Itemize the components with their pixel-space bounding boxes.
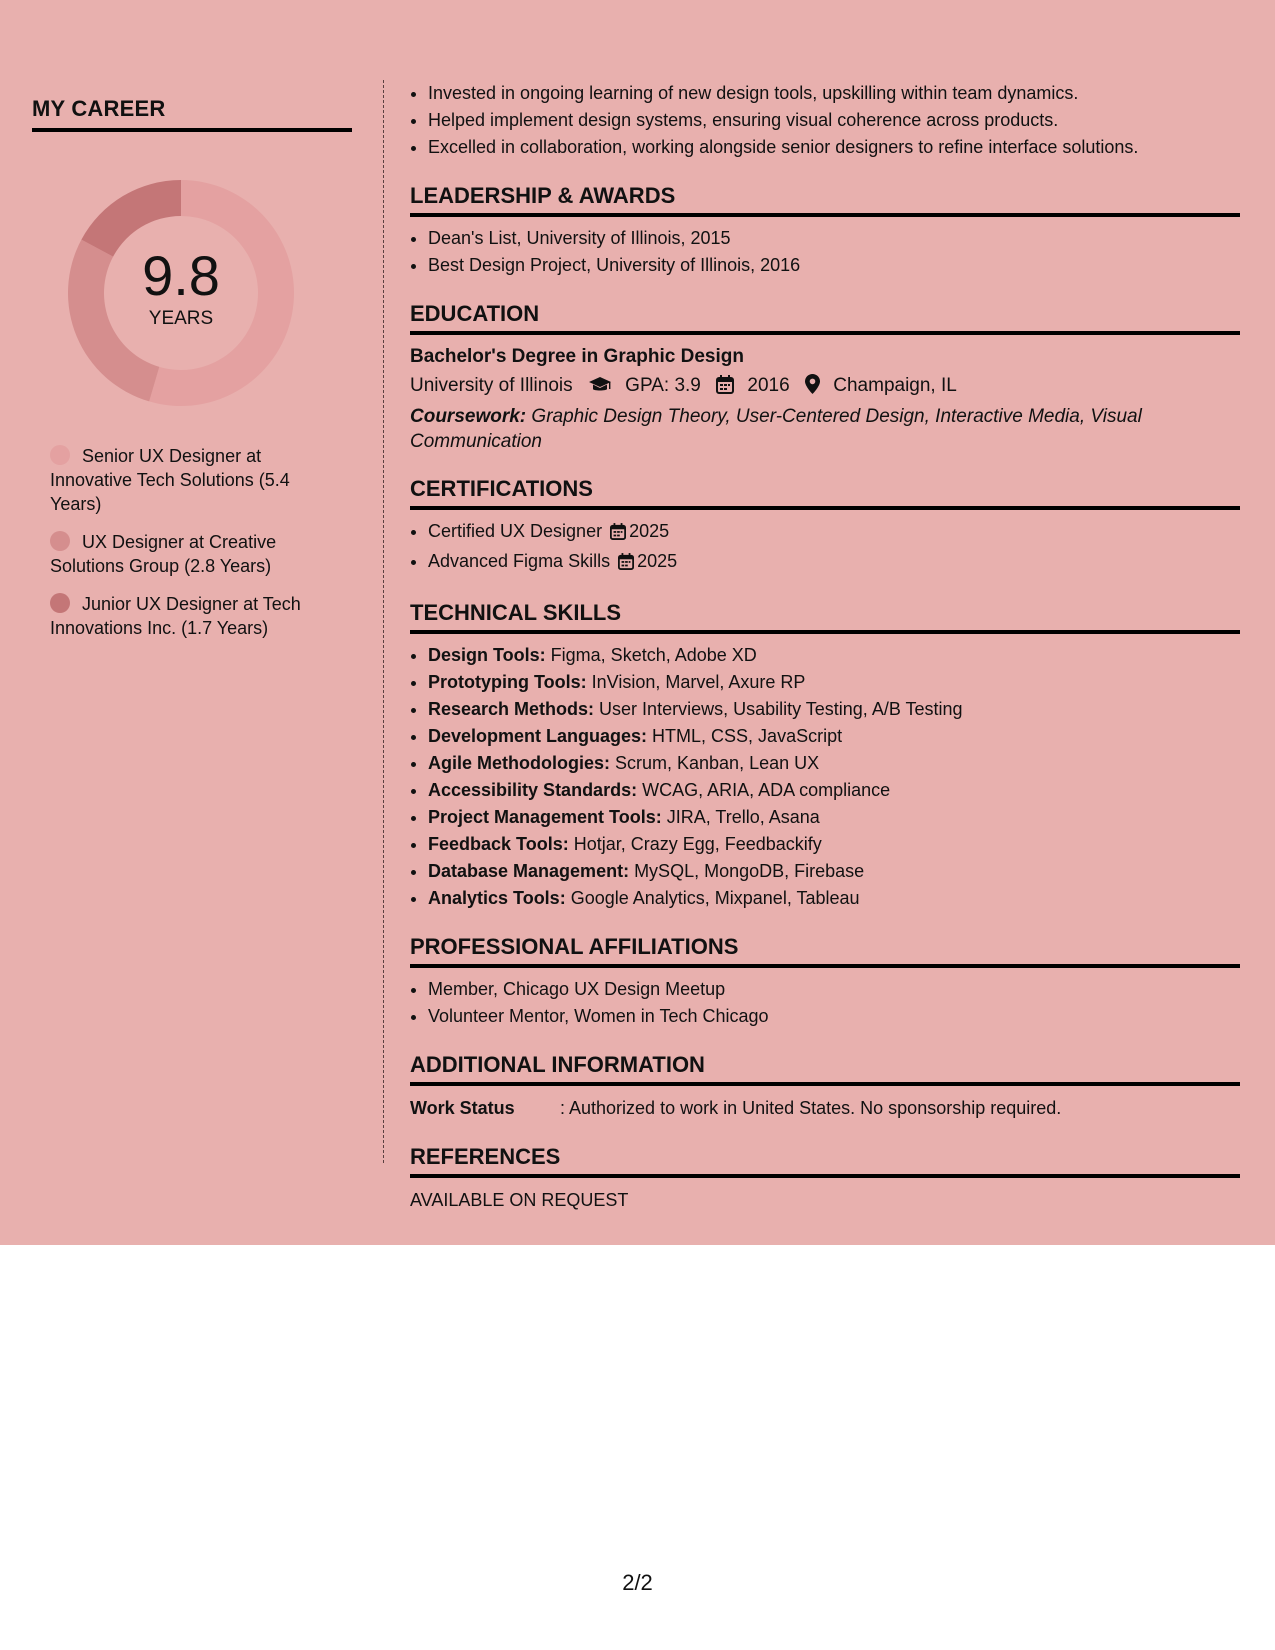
skill-item [428, 831, 1240, 858]
skill-label: Design Tools: [428, 645, 546, 665]
legend-swatch [50, 593, 70, 613]
skill-label: Accessibility Standards: [428, 780, 638, 800]
certification-name: Advanced Figma Skills [428, 551, 611, 571]
skill-label: Agile Methodologies: [428, 753, 610, 773]
skill-value: User Interviews, Usability Testing, A/B Testing [594, 699, 963, 719]
experience-bullet: • Excelled in collaboration, working alongside senior designers to refine interface solutions. [428, 134, 1240, 161]
skill-value: Hotjar, Crazy Egg, Feedbackify [568, 834, 822, 854]
work-status-row [410, 1094, 1240, 1122]
skill-label: Project Management Tools: [428, 807, 662, 827]
career-donut-chart [66, 178, 296, 408]
career-legend [50, 444, 330, 640]
references-title: REFERENCES [410, 1144, 1240, 1178]
coursework-label: Coursework: [410, 406, 527, 427]
coursework [410, 404, 1240, 454]
skill-label: Feedback Tools: [428, 834, 569, 854]
right-column [410, 80, 1240, 1214]
calendar-icon [610, 521, 626, 548]
donut-center [66, 178, 296, 408]
calendar-icon [618, 551, 634, 578]
legend-swatch [50, 531, 70, 551]
coursework-list: Graphic Design Theory, User-Centered Design, Interactive Media, Visual Communication [410, 406, 1142, 452]
page-number: 2/2 [622, 1570, 653, 1595]
column-divider [383, 80, 384, 1163]
calendar-icon [716, 374, 734, 404]
skill-item [428, 669, 1240, 696]
award-item: • Best Design Project, University of Illinois, 2016 [428, 252, 1240, 279]
skill-item [428, 750, 1240, 777]
skill-item [428, 777, 1240, 804]
certification-year: 2025 [637, 551, 678, 571]
education-title: EDUCATION [410, 301, 1240, 335]
leadership-title: LEADERSHIP & AWARDS [410, 183, 1240, 217]
degree-name: Bachelor's Degree in Graphic Design [410, 346, 744, 367]
skill-item [428, 642, 1240, 669]
legend-swatch [50, 445, 70, 465]
affiliations-list [410, 976, 1240, 1030]
skill-label: Development Languages: [428, 726, 648, 746]
legend-item [50, 592, 330, 640]
legend-label: UX Designer at Creative Solutions Group (2.8 Years) [50, 532, 277, 576]
legend-label: Junior UX Designer at Tech Innovations Inc. (1.7 Years) [50, 594, 301, 638]
location-pin-icon [805, 374, 820, 404]
work-status-value: : Authorized to work in United States. No sponsorship required. [560, 1098, 1062, 1118]
skills-title: TECHNICAL SKILLS [410, 600, 1240, 634]
graduation-year: 2016 [747, 375, 790, 396]
certification-name: Certified UX Designer [428, 521, 603, 541]
skill-value: Figma, Sketch, Adobe XD [545, 645, 757, 665]
skill-item [428, 696, 1240, 723]
legend-label: Senior UX Designer at Innovative Tech Solutions (5.4 Years) [50, 446, 290, 514]
skill-value: JIRA, Trello, Asana [661, 807, 820, 827]
experience-bullet: • Invested in ongoing learning of new design tools, upskilling within team dynamics. [428, 80, 1240, 107]
certification-year: 2025 [629, 521, 670, 541]
experience-bullets [410, 80, 1240, 161]
additional-info-title: ADDITIONAL INFORMATION [410, 1052, 1240, 1086]
legend-item [50, 444, 330, 516]
work-status-label: Work Status [410, 1098, 515, 1118]
skill-label: Prototyping Tools: [428, 672, 587, 692]
skill-item [428, 858, 1240, 885]
affiliation-item: • Volunteer Mentor, Women in Tech Chicago [428, 1003, 1240, 1030]
total-years-unit: YEARS [148, 308, 214, 329]
left-column [32, 96, 352, 654]
career-title: MY CAREER [32, 96, 352, 132]
legend-item [50, 530, 330, 578]
certification-item [428, 518, 1240, 548]
education-details [410, 371, 1240, 404]
affiliations-title: PROFESSIONAL AFFILIATIONS [410, 934, 1240, 968]
skill-label: Research Methods: [428, 699, 595, 719]
skills-list [410, 642, 1240, 912]
graduation-cap-icon [588, 374, 612, 404]
affiliation-item: • Member, Chicago UX Design Meetup [428, 976, 1240, 1003]
skill-value: MySQL, MongoDB, Firebase [629, 861, 865, 881]
award-item: • Dean's List, University of Illinois, 2015 [428, 225, 1240, 252]
certification-item [428, 548, 1240, 578]
skill-label: Analytics Tools: [428, 888, 566, 908]
skill-value: Scrum, Kanban, Lean UX [610, 753, 820, 773]
references-text: AVAILABLE ON REQUEST [410, 1190, 629, 1210]
certifications-list [410, 518, 1240, 578]
skill-item [428, 885, 1240, 912]
school-location: Champaign, IL [833, 375, 957, 396]
skill-label: Database Management: [428, 861, 630, 881]
skill-item [428, 723, 1240, 750]
experience-bullet: • Helped implement design systems, ensuring visual coherence across products. [428, 107, 1240, 134]
skill-value: Google Analytics, Mixpanel, Tableau [565, 888, 860, 908]
leadership-list [410, 225, 1240, 279]
skill-value: InVision, Marvel, Axure RP [586, 672, 806, 692]
total-years-value: 9.8 [142, 244, 220, 307]
skill-value: HTML, CSS, JavaScript [647, 726, 843, 746]
gpa: GPA: 3.9 [625, 375, 701, 396]
skill-item [428, 804, 1240, 831]
school-name: University of Illinois [410, 375, 573, 396]
skill-value: WCAG, ARIA, ADA compliance [637, 780, 891, 800]
certifications-title: CERTIFICATIONS [410, 476, 1240, 510]
